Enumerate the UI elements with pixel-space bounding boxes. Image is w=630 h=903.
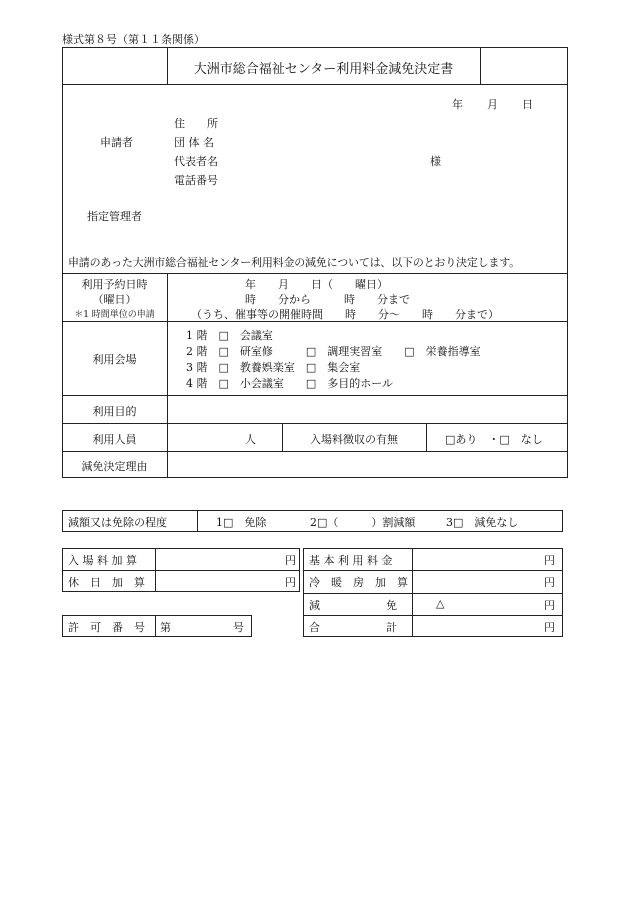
reduction-option-exempt: 1□ 免除 (216, 516, 267, 529)
permit-suffix: 号 (233, 621, 244, 634)
entry-fee-surcharge-label: 入 場 料 加 算 (68, 554, 137, 567)
holiday-surcharge-unit: 円 (285, 576, 296, 589)
venue-row-4f: 4 階 □ 小会議室 □ 多目的ホール (186, 377, 394, 390)
manager-label: 指定管理者 (87, 210, 142, 223)
reservation-date: 年 月 日（ 曜日） (245, 278, 388, 291)
reservation-weekday-label: （曜日） (92, 293, 137, 306)
venue-label: 利用会場 (92, 353, 137, 366)
total-label: 合 計 (309, 621, 397, 634)
event-time: （うち、催事等の開催時間 時 分～ 時 分まで） (191, 308, 499, 321)
total-unit: 円 (544, 621, 555, 634)
honorific-sama: 様 (430, 155, 441, 168)
representative-label: 代表者名 (174, 155, 218, 168)
decision-statement: 申請のあった大洲市総合福祉センター利用料金の減免については、以下のとおり決定します。 (68, 256, 520, 269)
permit-prefix: 第 (160, 621, 171, 634)
address-label: 住 所 (174, 117, 218, 130)
entry-fee-surcharge-unit: 円 (285, 554, 296, 567)
form-title: 大洲市総合福祉センター利用料金減免決定書 (193, 62, 454, 77)
reservation-label: 利用予約日時 (81, 278, 148, 291)
entry-fee-options: □あり ・□ なし (445, 433, 543, 446)
purpose-label: 利用目的 (92, 405, 137, 418)
reservation-time: 時 分から 時 分まで (245, 293, 410, 306)
reason-label: 減免決定理由 (81, 460, 148, 473)
aircon-surcharge-unit: 円 (544, 576, 555, 589)
date-month: 月 (487, 98, 498, 111)
reduction-option-none: 3□ 減免なし (446, 516, 519, 529)
reduction-amount-unit: 円 (544, 599, 555, 612)
form-number: 様式第８号（第１１条関係） (62, 33, 205, 46)
entry-fee-label: 入場料徴収の有無 (310, 433, 398, 446)
basic-fee-unit: 円 (544, 554, 555, 567)
date-year: 年 (452, 98, 463, 111)
applicant-label: 申請者 (100, 136, 133, 149)
phone-label: 電話番号 (174, 174, 218, 187)
persons-unit: 人 (245, 433, 256, 446)
reservation-note: ＊1 時間単位の申請 (74, 310, 155, 320)
basic-fee-label: 基 本 利 用 料 金 (309, 554, 393, 567)
persons-label: 利用人員 (92, 433, 137, 446)
permit-label: 許 可 番 号 (68, 621, 145, 634)
aircon-surcharge-label: 冷 暖 房 加 算 (309, 576, 408, 589)
reduction-minus-mark: △ (436, 597, 445, 610)
date-day: 日 (522, 98, 533, 111)
venue-row-1f: 1 階 □ 会議室 (186, 329, 273, 342)
reduction-amount-label: 減 免 (309, 599, 397, 612)
venue-row-3f: 3 階 □ 教養娯楽室 □ 集会室 (186, 361, 361, 374)
venue-row-2f: 2 階 □ 研室修 □ 調理実習室 □ 栄養指導室 (186, 345, 481, 358)
reduction-option-percent: 2□（ ）割減額 (310, 516, 416, 529)
reduction-label: 減額又は免除の程度 (68, 516, 167, 529)
holiday-surcharge-label: 休 日 加 算 (68, 576, 145, 589)
group-name-label: 団 体 名 (174, 136, 214, 149)
